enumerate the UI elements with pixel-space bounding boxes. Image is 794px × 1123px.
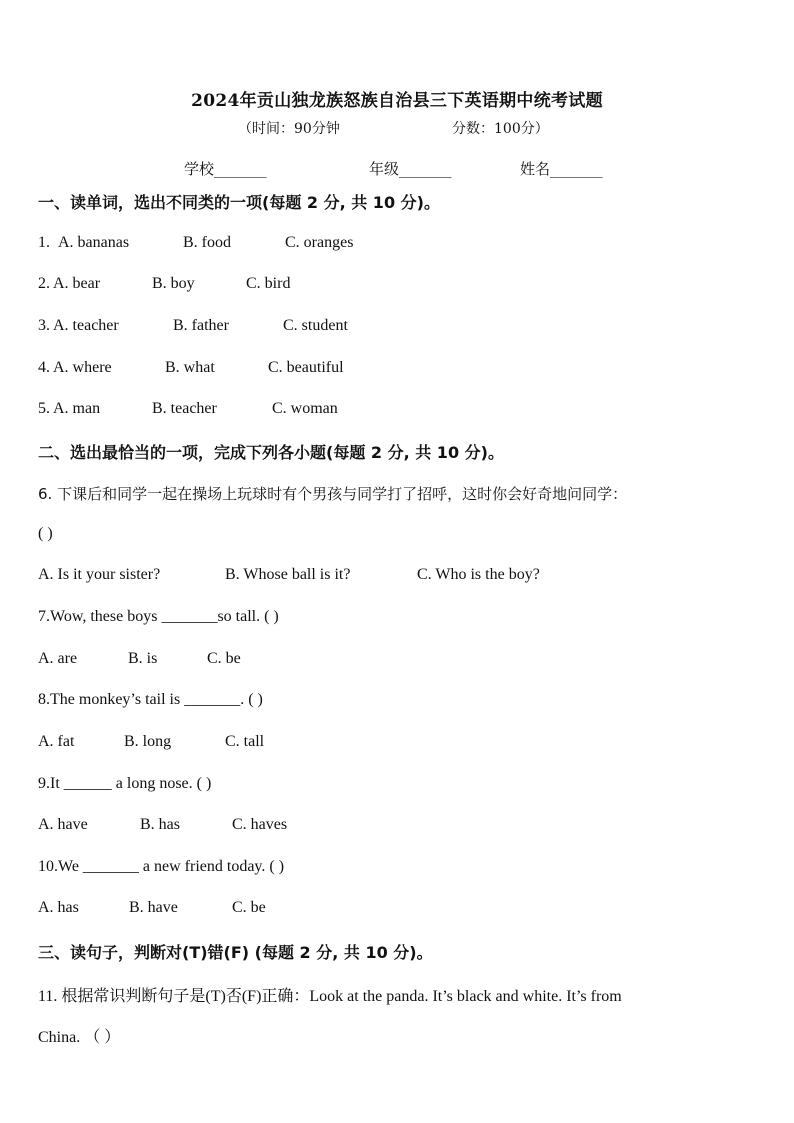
page-title: 2024年贡山独龙族怒族自治县三下英语期中统考试题 (191, 91, 603, 111)
question-7-option-b: B. is (128, 650, 158, 667)
question-3-option-c: C. student (283, 317, 348, 334)
question-10-option-b: B. have (129, 899, 178, 916)
section-3-title: 三、读句子，判断对(T)错(F) (每题 2 分, 共 10 分)。 (38, 943, 433, 962)
question-10-option-a: A. has (38, 899, 79, 916)
question-5-option-a: A. man (53, 400, 101, 417)
question-3-option-a: A. teacher (53, 317, 119, 334)
question-8-option-c: C. tall (225, 733, 265, 750)
school-field: 学校_______ (184, 160, 267, 178)
question-8-options (38, 733, 265, 751)
question-2-number: 2. (38, 275, 50, 292)
question-2-option-b: B. boy (152, 275, 195, 292)
question-7-options (38, 650, 241, 668)
section-2-title: 二、选出最恰当的一项，完成下列各小题(每题 2 分, 共 10 分)。 (38, 443, 504, 462)
question-10-stem: 10.We _______ a new friend today. ( ) (38, 858, 285, 875)
question-6-option-a: A. Is it your sister? (38, 566, 161, 583)
question-6-options (38, 566, 540, 584)
question-10-options (38, 899, 266, 917)
question-6-option-b: B. Whose ball is it? (225, 566, 351, 583)
question-8-option-a: A. fat (38, 733, 75, 750)
question-11-stem: 11. 根据常识判断句子是(T)否(F)正确：Look at the panda. It’s black and white. It’s from (38, 988, 622, 1005)
exam-score: 分数：100分） (452, 121, 549, 137)
question-1 (38, 234, 354, 252)
question-2 (38, 275, 291, 293)
question-2-option-a: A. bear (53, 275, 101, 292)
question-11-continuation: China. （ ） (38, 1029, 121, 1046)
section-1-title: 一、读单词，选出不同类的一项(每题 2 分, 共 10 分)。 (38, 193, 440, 212)
question-5-number: 5. (38, 400, 50, 417)
question-5-option-b: B. teacher (152, 400, 217, 417)
exam-time: （时间：90分钟 (238, 121, 340, 137)
question-7-option-a: A. are (38, 650, 78, 667)
name-field: 姓名_______ (520, 160, 603, 178)
question-10-option-c: C. be (232, 899, 266, 916)
question-1-option-c: C. oranges (285, 234, 354, 251)
question-9-options (38, 816, 288, 834)
question-5-option-c: C. woman (272, 400, 338, 417)
question-5 (38, 400, 338, 418)
question-3-number: 3. (38, 317, 50, 334)
question-8-option-b: B. long (124, 733, 172, 750)
question-6-stem: 6. 下课后和同学一起在操场上玩球时有个男孩与同学打了招呼，这时你会好奇地问同学： (38, 485, 628, 503)
question-1-option-a: A. bananas (58, 234, 130, 251)
question-1-number: 1. (38, 234, 50, 251)
question-1-option-b: B. food (183, 234, 231, 251)
question-7-stem: 7.Wow, these boys _______so tall. ( ) (38, 608, 279, 625)
question-4-option-b: B. what (165, 359, 215, 376)
question-2-option-c: C. bird (246, 275, 291, 292)
question-6-answer-blank: ( ) (38, 525, 53, 542)
question-9-option-b: B. has (140, 816, 180, 833)
question-8-stem: 8.The monkey’s tail is _______. ( ) (38, 691, 263, 708)
question-7-option-c: C. be (207, 650, 241, 667)
question-3 (38, 317, 348, 335)
question-4-option-c: C. beautiful (268, 359, 344, 376)
question-9-stem: 9.It ______ a long nose. ( ) (38, 775, 212, 792)
question-6-option-c: C. Who is the boy? (417, 566, 540, 583)
question-4 (38, 359, 344, 377)
question-3-option-b: B. father (173, 317, 229, 334)
question-4-option-a: A. where (53, 359, 112, 376)
question-9-option-a: A. have (38, 816, 88, 833)
grade-field: 年级_______ (369, 160, 452, 178)
question-4-number: 4. (38, 359, 50, 376)
question-9-option-c: C. haves (232, 816, 288, 833)
